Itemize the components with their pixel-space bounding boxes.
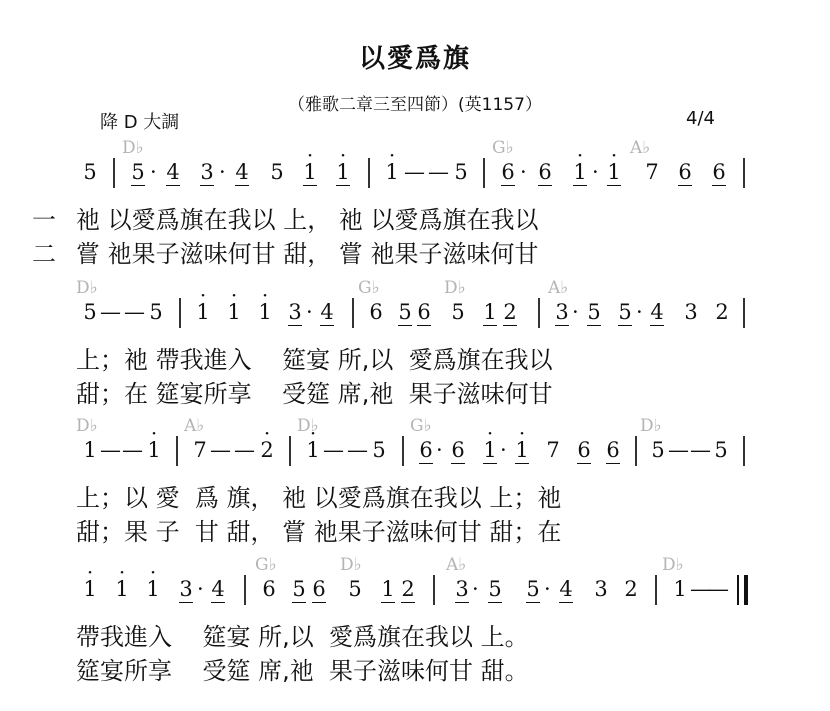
barline — [635, 436, 637, 466]
dot: · — [592, 160, 599, 184]
chord: D♭ — [640, 416, 662, 436]
lyric-text: 上；以 愛 爲 旗， 祂 以愛爲旗在我以 上；祂 — [76, 484, 562, 512]
note: 3 — [452, 577, 472, 601]
note: · 1 — [512, 438, 532, 462]
note: 4 — [556, 577, 576, 601]
barline — [483, 158, 485, 188]
chord: D♭ — [76, 416, 98, 436]
note: 5 — [348, 577, 362, 601]
dash: — — [100, 438, 121, 462]
barline — [743, 436, 745, 466]
note: 3 — [594, 577, 608, 601]
lyric-line-2 — [0, 512, 830, 544]
barline — [179, 298, 181, 328]
lyric-text: 祂 以愛爲旗在我以 上， 祂 以愛爲旗在我以 — [76, 206, 539, 234]
note: 5 — [523, 577, 543, 601]
note: · 1 — [224, 300, 244, 324]
dash: — — [708, 577, 729, 601]
note: 5 — [289, 577, 309, 601]
note: 5 — [651, 438, 665, 462]
chord: A♭ — [630, 138, 651, 158]
note: 6 — [309, 577, 329, 601]
dash: — — [210, 438, 231, 462]
note: 5 — [270, 160, 284, 184]
lyric-text: 甜；果 子 甘 甜， 嘗 祂果子滋味何甘 甜；在 — [76, 518, 562, 546]
dash: — — [100, 300, 121, 324]
chord: A♭ — [184, 416, 205, 436]
note: 4 — [232, 160, 252, 184]
note: 2 — [398, 577, 418, 601]
note: 3 — [176, 577, 196, 601]
score-system-2 — [0, 278, 830, 408]
note: 5 — [454, 160, 468, 184]
dot: · — [472, 577, 479, 601]
dot: · — [197, 577, 204, 601]
note: · 1 — [255, 300, 275, 324]
lyric-text: 筵宴所享 受筵 席,祂 果子滋味何甘 甜。 — [76, 657, 529, 685]
chord: D♭ — [340, 555, 362, 575]
note: 6 — [262, 577, 276, 601]
note: 3 — [552, 300, 572, 324]
lyric-line-2 — [0, 374, 830, 406]
note: 2 — [715, 300, 729, 324]
barline — [176, 436, 178, 466]
chord: D♭ — [297, 416, 319, 436]
note: 5 — [149, 300, 163, 324]
barline — [655, 575, 657, 605]
note-row — [0, 438, 830, 478]
barline — [538, 298, 540, 328]
dot: · — [219, 160, 226, 184]
lyric-line-2 — [0, 651, 830, 683]
note: · 2 — [257, 438, 277, 462]
note: 1 — [673, 577, 687, 601]
note: 7 — [193, 438, 207, 462]
lyric-text: 上；祂 帶我進入 筵宴 所,以 愛爲旗在我以 — [76, 346, 553, 374]
lyric-text: 帶我進入 筵宴 所,以 愛爲旗在我以 上。 — [76, 623, 529, 651]
note: · 1 — [604, 160, 624, 184]
note: 6 — [369, 300, 383, 324]
chord: G♭ — [492, 138, 514, 158]
chord: A♭ — [548, 278, 569, 298]
barline — [743, 158, 745, 188]
note: 6 — [416, 438, 436, 462]
note: 4 — [317, 300, 337, 324]
note: 6 — [414, 300, 434, 324]
note: · 1 — [303, 438, 323, 462]
barline — [368, 158, 370, 188]
lyric-line-2 — [0, 234, 830, 266]
note: 5 — [714, 438, 728, 462]
note: 5 — [83, 300, 97, 324]
note: 5 — [83, 160, 97, 184]
chord: D♭ — [76, 278, 98, 298]
dash: — — [404, 160, 425, 184]
note-row — [0, 160, 830, 200]
note: 5 — [451, 300, 465, 324]
note: 5 — [615, 300, 635, 324]
note: 7 — [546, 438, 560, 462]
note: 3 — [684, 300, 698, 324]
note: 5 — [485, 577, 505, 601]
dash: — — [690, 577, 711, 601]
dot: · — [520, 160, 527, 184]
note: · 1 — [80, 577, 100, 601]
lyric-line-1 — [0, 478, 830, 510]
chord: A♭ — [446, 555, 467, 575]
note-row — [0, 577, 830, 617]
barline — [433, 575, 435, 605]
dash: — — [668, 438, 689, 462]
note: 5 — [128, 160, 148, 184]
dot: · — [636, 300, 643, 324]
dot: · — [436, 438, 443, 462]
note: 5 — [372, 438, 386, 462]
chord: D♭ — [444, 278, 466, 298]
score-system-4 — [0, 555, 830, 685]
dot: · — [572, 300, 579, 324]
lyric-text: 甜；在 筵宴所享 受筵 席,祂 果子滋味何甘 — [76, 380, 553, 408]
note: 6 — [574, 438, 594, 462]
note: 6 — [675, 160, 695, 184]
dot: · — [306, 300, 313, 324]
note: · 1 — [144, 438, 164, 462]
barline — [352, 298, 354, 328]
barline — [113, 158, 115, 188]
dash: — — [347, 438, 368, 462]
barline — [402, 436, 404, 466]
dash: — — [690, 438, 711, 462]
note: 6 — [448, 438, 468, 462]
dash: — — [234, 438, 255, 462]
barline — [743, 298, 745, 328]
verse-number: 二 — [32, 240, 56, 268]
note: 4 — [163, 160, 183, 184]
note: 6 — [498, 160, 518, 184]
note: · 1 — [300, 160, 320, 184]
note: 5 — [584, 300, 604, 324]
note-row — [0, 300, 830, 340]
final-barline-thin — [737, 575, 739, 605]
score-system-3 — [0, 416, 830, 546]
dash: — — [428, 160, 449, 184]
dot: · — [150, 160, 157, 184]
note: 6 — [603, 438, 623, 462]
note: 4 — [208, 577, 228, 601]
barline — [289, 436, 291, 466]
dot: · — [544, 577, 551, 601]
note: 2 — [500, 300, 520, 324]
dash: — — [124, 300, 145, 324]
dot: · — [500, 438, 507, 462]
note: 1 — [83, 438, 97, 462]
chord: G♭ — [410, 416, 432, 436]
dash: — — [323, 438, 344, 462]
subtitle: （雅歌二章三至四節）(英1157） — [288, 95, 542, 115]
score-system-1 — [0, 138, 830, 268]
lyric-line-1 — [0, 200, 830, 232]
note: 6 — [709, 160, 729, 184]
note: · 1 — [333, 160, 353, 184]
note: · 1 — [143, 577, 163, 601]
note: · 1 — [480, 438, 500, 462]
dash: — — [122, 438, 143, 462]
chord: G♭ — [255, 555, 277, 575]
key-signature: 降 D 大調 — [100, 112, 180, 133]
page-title: 以愛爲旗 — [358, 44, 471, 74]
verse-number: 一 — [32, 206, 56, 234]
lyric-line-1 — [0, 340, 830, 372]
note: 3 — [285, 300, 305, 324]
note: · 1 — [112, 577, 132, 601]
chord: D♭ — [122, 138, 144, 158]
time-signature: 4/4 — [686, 108, 715, 129]
note: 6 — [535, 160, 555, 184]
note: 3 — [197, 160, 217, 184]
note: 4 — [647, 300, 667, 324]
lyric-text: 嘗 祂果子滋味何甘 甜， 嘗 祂果子滋味何甘 — [76, 240, 539, 268]
final-barline-thick — [744, 575, 748, 605]
note: 5 — [395, 300, 415, 324]
note: 7 — [645, 160, 659, 184]
note: · 1 — [382, 160, 402, 184]
note: 1 — [480, 300, 500, 324]
note: · 1 — [193, 300, 213, 324]
barline — [244, 575, 246, 605]
note: · 1 — [570, 160, 590, 184]
chord: G♭ — [358, 278, 380, 298]
note: 2 — [624, 577, 638, 601]
note: 1 — [378, 577, 398, 601]
chord: D♭ — [662, 555, 684, 575]
lyric-line-1 — [0, 617, 830, 649]
